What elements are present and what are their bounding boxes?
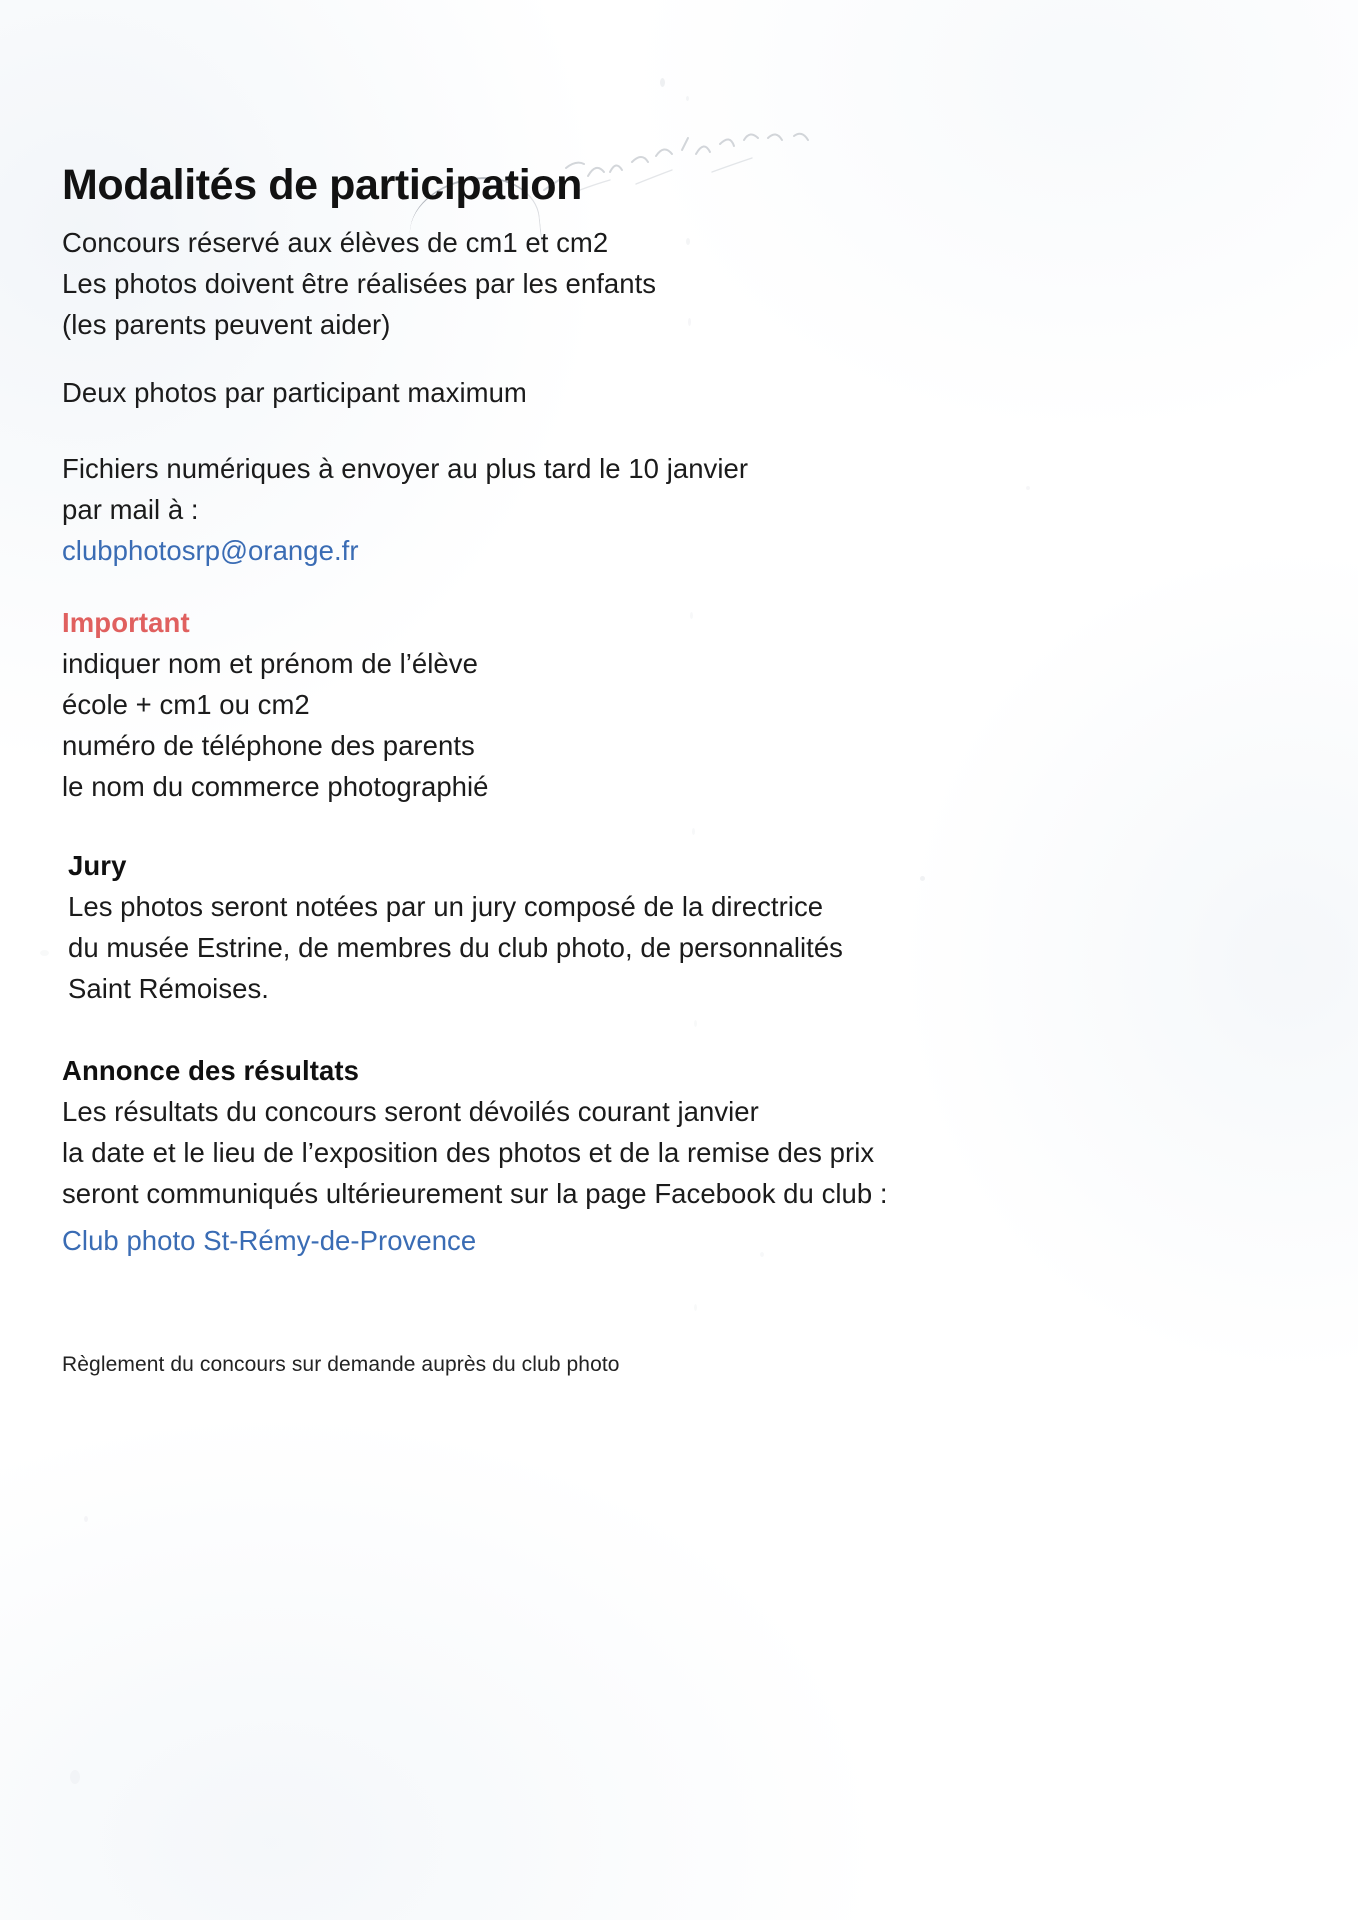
eligibility-line-1: Concours réservé aux élèves de cm1 et cm2 (62, 227, 609, 258)
important-line-4: le nom du commerce photographié (62, 771, 489, 802)
photo-limit-block (62, 372, 527, 413)
facebook-page-link[interactable]: Club photo St-Rémy-de-Provence (62, 1225, 477, 1256)
contact-email-link[interactable]: clubphotosrp@orange.fr (62, 535, 359, 566)
jury-line-2: du musée Estrine, de membres du club photo, de personnalités (68, 932, 843, 963)
important-line-2: école + cm1 ou cm2 (62, 689, 310, 720)
jury-line-3: Saint Rémoises. (68, 973, 269, 1004)
important-heading: Important (62, 607, 190, 638)
submission-line-2: par mail à : (62, 494, 199, 525)
eligibility-line-2: Les photos doivent être réalisées par les enfants (62, 268, 657, 299)
results-block (62, 1050, 888, 1261)
regulation-footer-note: Règlement du concours sur demande auprès du club photo (62, 1353, 620, 1376)
results-heading: Annonce des résultats (62, 1055, 360, 1086)
page-title: Modalités de participation (62, 160, 583, 209)
results-line-2: la date et le lieu de l’exposition des photos et de la remise des prix (62, 1137, 875, 1168)
jury-line-1: Les photos seront notées par un jury composé de la directrice (68, 891, 824, 922)
eligibility-block (62, 222, 656, 345)
important-block (62, 602, 489, 807)
photo-limit-line-1: Deux photos par participant maximum (62, 377, 527, 408)
submission-line-1: Fichiers numériques à envoyer au plus tard le 10 janvier (62, 453, 749, 484)
jury-heading: Jury (68, 850, 127, 881)
important-line-1: indiquer nom et prénom de l’élève (62, 648, 478, 679)
important-line-3: numéro de téléphone des parents (62, 730, 475, 761)
jury-block (68, 845, 843, 1009)
eligibility-line-3: (les parents peuvent aider) (62, 309, 391, 340)
results-line-1: Les résultats du concours seront dévoilés courant janvier (62, 1096, 759, 1127)
results-line-3: seront communiqués ultérieurement sur la page Facebook du club : (62, 1178, 888, 1209)
submission-block (62, 448, 748, 571)
